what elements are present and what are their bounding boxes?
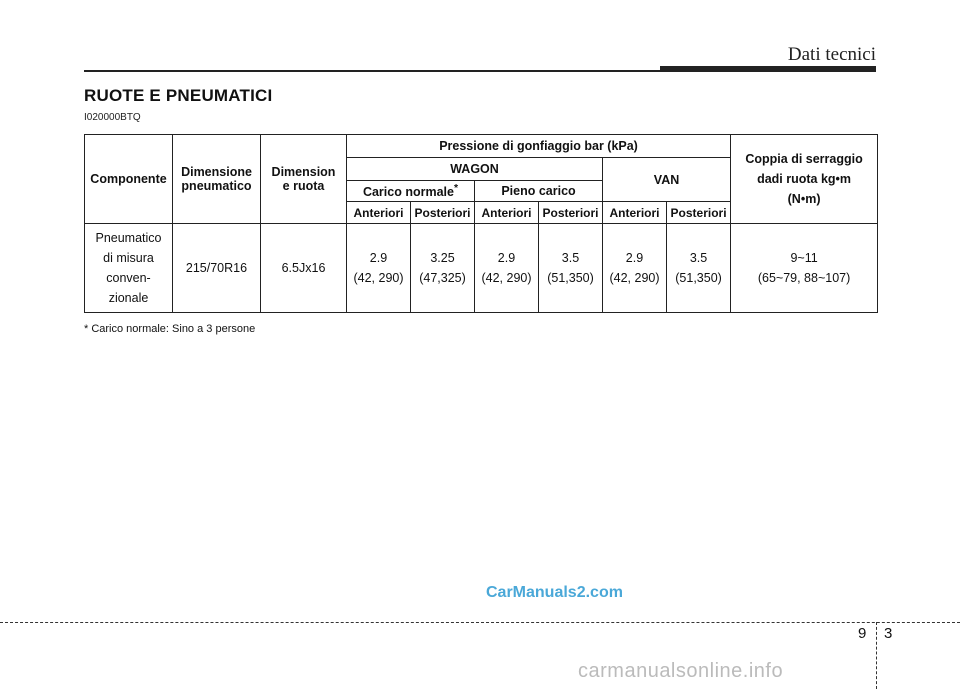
wheels-tyres-table <box>84 134 878 313</box>
header-wheel-size: Dimension e ruota <box>261 135 347 224</box>
header-wagon: WAGON <box>347 158 603 181</box>
cell-pressure: 3.25 (47,325) <box>411 224 475 313</box>
section-title: RUOTE E PNEUMATICI <box>84 86 273 105</box>
sub-rear: Posteriori <box>411 202 475 224</box>
cell-wheel-size: 6.5Jx16 <box>261 224 347 313</box>
cell-pressure: 2.9 (42, 290) <box>475 224 539 313</box>
sub-rear: Posteriori <box>667 202 731 224</box>
page-header-title: Dati tecnici <box>787 44 876 65</box>
footnote-mark: * <box>453 182 459 194</box>
header-pressure: Pressione di gonfiaggio bar (kPa) <box>347 135 731 158</box>
cell-tyre-size: 215/70R16 <box>173 224 261 313</box>
section-code: I020000BTQ <box>84 112 141 123</box>
footnote: * Carico normale: Sino a 3 persone <box>84 323 256 335</box>
cell-pressure: 2.9 (42, 290) <box>603 224 667 313</box>
cell-pressure: 2.9 (42, 290) <box>347 224 411 313</box>
header-rule-thick <box>660 66 876 72</box>
chapter-number: 9 <box>858 625 867 642</box>
table-row <box>85 224 878 313</box>
header-rule-thin <box>84 70 660 72</box>
sub-front: Anteriori <box>475 202 539 224</box>
header-torque: Coppia di serraggio dadi ruota kg•m (N•m) <box>731 135 878 224</box>
page-number-divider <box>876 622 877 689</box>
header-van: VAN <box>603 158 731 202</box>
header-tyre-size: Dimensione pneumatico <box>173 135 261 224</box>
watermark-link[interactable]: CarManuals2.com <box>486 584 623 601</box>
sub-front: Anteriori <box>347 202 411 224</box>
cell-pressure: 3.5 (51,350) <box>667 224 731 313</box>
footer-divider <box>0 622 960 623</box>
cell-torque: 9~11 (65~79, 88~107) <box>731 224 878 313</box>
cell-component: Pneumatico di misura conven- zionale <box>85 224 173 313</box>
site-watermark: carmanualsonline.info <box>578 660 784 682</box>
page-number: 3 <box>884 625 893 642</box>
sub-rear: Posteriori <box>539 202 603 224</box>
header-normal-load: Carico normale* <box>347 181 475 202</box>
cell-pressure: 3.5 (51,350) <box>539 224 603 313</box>
header-component: Componente <box>85 135 173 224</box>
header-full-load: Pieno carico <box>475 181 603 202</box>
sub-front: Anteriori <box>603 202 667 224</box>
